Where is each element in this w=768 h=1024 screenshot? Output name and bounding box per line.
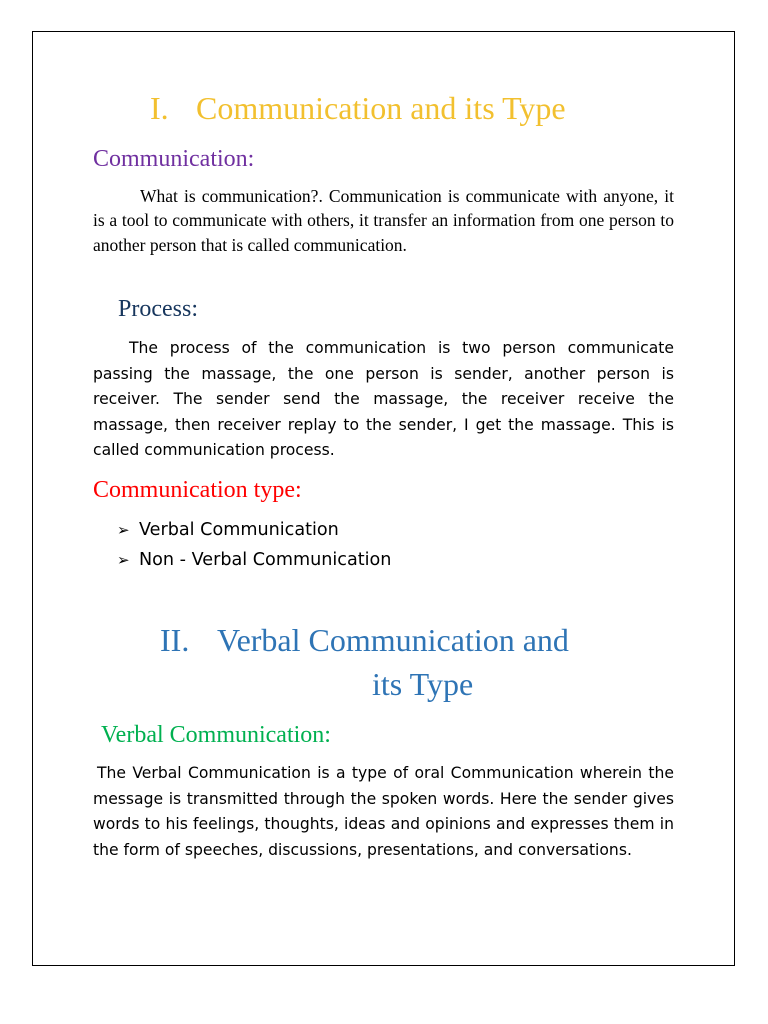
arrow-bullet-icon: ➢ xyxy=(117,551,130,569)
process-paragraph xyxy=(93,336,674,464)
section-2-heading-line2: its Type xyxy=(372,666,474,702)
section-1-heading xyxy=(150,86,566,130)
arrow-bullet-icon: ➢ xyxy=(117,521,130,539)
communication-paragraph xyxy=(93,184,674,257)
list-item xyxy=(117,515,391,545)
list-item xyxy=(117,545,391,575)
section-1-number: I. xyxy=(150,90,169,126)
communication-heading: Communication: xyxy=(93,146,255,172)
process-heading: Process: xyxy=(118,296,198,322)
communication-text: What is communication?. Communication is communicate with anyone, it is a tool to communicate with others, it transfer an information from one person to another person that is called communication. xyxy=(93,186,674,255)
process-text: The process of the communication is two person communicate passing the massage, the one person is sender, another person is receiver. The sender send the massage, the receiver receive the massage, then receiver replay to the sender, I get the massage. This is called communication process. xyxy=(93,339,674,460)
section-1-title: Communication and its Type xyxy=(196,90,566,126)
verbal-communication-text: The Verbal Communication is a type of oral Communication wherein the message is transmitted through the spoken words. Here the sender gives words to his feelings, thoughts, ideas and opinions and expresses them in the form of speeches, discussions, presentations, and conversations. xyxy=(93,764,674,859)
communication-type-list xyxy=(117,515,391,575)
verbal-communication-heading: Verbal Communication: xyxy=(101,722,331,748)
list-item-label: Non - Verbal Communication xyxy=(139,550,392,570)
communication-type-heading: Communication type: xyxy=(93,477,302,503)
list-item-label: Verbal Communication xyxy=(139,520,339,540)
section-2-heading xyxy=(160,618,569,662)
section-2-number: II. xyxy=(160,622,190,658)
section-2-title-line1: Verbal Communication and xyxy=(217,622,569,658)
verbal-communication-paragraph xyxy=(93,761,674,863)
